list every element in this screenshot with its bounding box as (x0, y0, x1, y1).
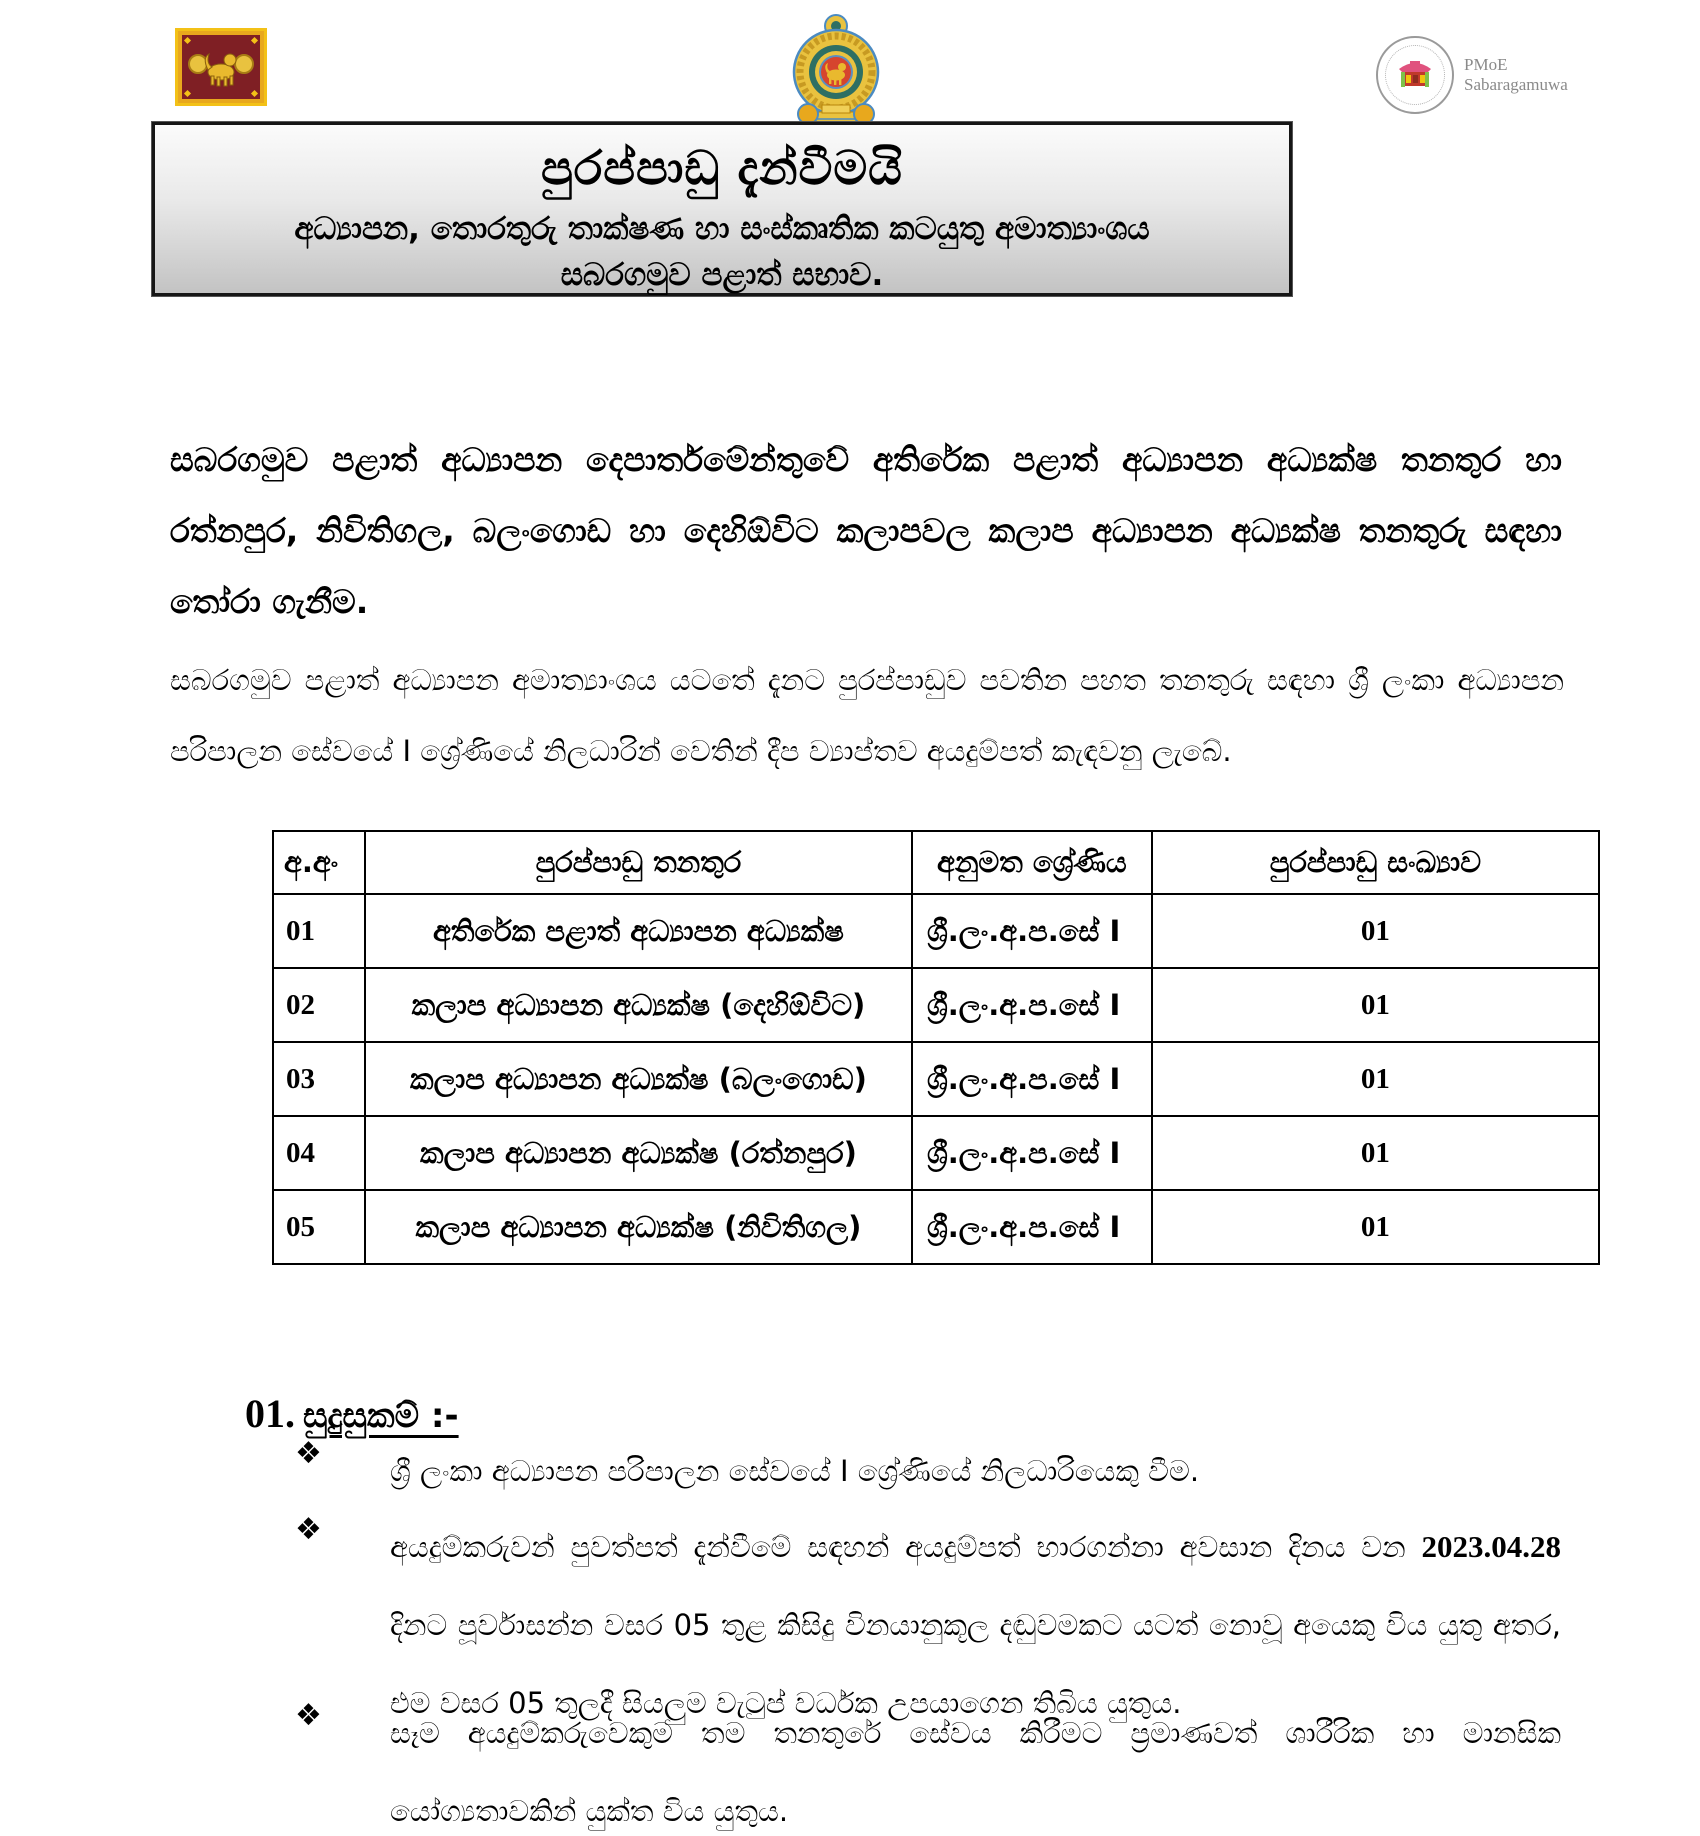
header-vacant-post: පුරප්පාඩු තනතුර (365, 831, 912, 894)
pmoe-seal-icon (1376, 36, 1454, 114)
row-grade: ශ්‍රී.ලං.අ.ප.සේ I (912, 1042, 1152, 1116)
selection-subject-paragraph: සබරගමුව පළාත් අධ්‍යාපන දෙපාර්තමේන්තුවේ අතිරේක පළාත් අධ්‍යාපන අධ්‍යක්ෂ තනතුර හා රත්නපුර, නිවිතිගල, බලංගොඩ හා දෙහිඕවිට කලාපවල කලාප අධ්‍යාපන අධ්‍යක්ෂ තනතුරු සඳහා තෝරා ගැනීම. (170, 440, 1562, 621)
deadline-text-before: අයදුම්කරුවන් පුවත්පත් දැන්වීමේ සඳහන් අයදුම්පත් භාරගන්නා අවසාන දිනය වන (390, 1530, 1422, 1564)
vacancy-table (272, 830, 1600, 1265)
header-vacancy-count: පුරප්පාඩු සංඛ්‍යාව (1152, 831, 1599, 894)
sri-lanka-national-emblem-icon (786, 12, 886, 138)
row-grade: ශ්‍රී.ලං.අ.ප.සේ I (912, 894, 1152, 968)
row-count: 01 (1152, 894, 1599, 968)
sabaragamuwa-lion-flag-icon (175, 28, 267, 110)
table-row (273, 1116, 1599, 1190)
table-row (273, 894, 1599, 968)
row-serial: 04 (273, 1116, 365, 1190)
deadline-text-after: දිනට පූර්වාසන්න වසර 05 තුළ කිසිදු විනයානුකූල දඬුවමකට යටත් නොවූ අයෙකු විය යුතු අතර, එම වසර 05 තුලදී සියලුම වැටුප් වර්ධක උපයාගෙන තිබිය යුතුය. (390, 1608, 1561, 1720)
row-serial: 05 (273, 1190, 365, 1264)
row-count: 01 (1152, 968, 1599, 1042)
row-post: කලාප අධ්‍යාපන අධ්‍යක්ෂ (රත්නපුර) (365, 1116, 912, 1190)
table-row (273, 1190, 1599, 1264)
row-count: 01 (1152, 1190, 1599, 1264)
section-title: සුදුසුකම් :- (303, 1396, 459, 1436)
header-serial-no: අ.අං (273, 831, 365, 894)
pmoe-sabaragamuwa-seal (1376, 36, 1568, 114)
row-count: 01 (1152, 1116, 1599, 1190)
qualification-item-3 (255, 1694, 1561, 1836)
row-post: කලාප අධ්‍යාපන අධ්‍යක්ෂ (දෙහිඕවිට) (365, 968, 912, 1042)
section-number: 01. (245, 1391, 295, 1436)
seal-caption-line2: Sabaragamuwa (1464, 75, 1568, 94)
row-post: අතිරේක පළාත් අධ්‍යාපන අධ්‍යක්ෂ (365, 894, 912, 968)
diamond-bullet-icon: ❖ (295, 1512, 322, 1547)
application-call-paragraph: සබරගමුව පළාත් අධ්‍යාපන අමාත්‍යාංශය යටතේ දැනට පුරප්පාඩුව පවතින පහත තනතුරු සඳහා ශ්‍රී ලංකා අධ්‍යාපන පරිපාලන සේවයේ I ශ්‍රේණියේ නිලධාරින් වෙතින් දීප ව්‍යාප්තව අයදුම්පත් කැඳවනු ලැබේ. (170, 663, 1564, 768)
table-row (273, 968, 1599, 1042)
qualification-item-1 (255, 1432, 1561, 1510)
qualification-text: ශ්‍රී ලංකා අධ්‍යාපන පරිපාලන සේවයේ I ශ්‍රේණියේ නිලධාරියෙකු වීම. (390, 1454, 1200, 1488)
diamond-bullet-icon: ❖ (295, 1436, 322, 1471)
row-serial: 02 (273, 968, 365, 1042)
row-serial: 01 (273, 894, 365, 968)
row-post: කලාප අධ්‍යාපන අධ්‍යක්ෂ (බලංගොඩ) (365, 1042, 912, 1116)
row-grade: ශ්‍රී.ලං.අ.ප.සේ I (912, 968, 1152, 1042)
row-serial: 03 (273, 1042, 365, 1116)
seal-caption (1464, 55, 1568, 95)
qualifications-section-heading (245, 1390, 459, 1437)
row-grade: ශ්‍රී.ලං.අ.ප.සේ I (912, 1116, 1152, 1190)
row-count: 01 (1152, 1042, 1599, 1116)
notice-title-box (152, 122, 1292, 296)
ministry-name: අධ්‍යාපන, තොරතුරු තාක්ෂණ හා සංස්කෘතික කටයුතු අමාත්‍යාංශය (294, 211, 1150, 247)
qualification-text: සෑම අයදුම්කරුවෙකුම තම තනතුරේ සේවය කිරීමට ප්‍රමාණවත් ශාරීරික හා මානසික යෝග්‍යතාවකින් යුක්ත විය යුතුය. (390, 1716, 1561, 1828)
row-grade: ශ්‍රී.ලං.අ.ප.සේ I (912, 1190, 1152, 1264)
header-approved-grade: අනුමත ශ්‍රේණිය (912, 831, 1152, 894)
table-row (273, 1042, 1599, 1116)
provincial-council-name: සබරගමුව පළාත් සභාව. (560, 257, 884, 293)
table-header-row (273, 831, 1599, 894)
diamond-bullet-icon: ❖ (295, 1698, 322, 1733)
closing-date: 2023.04.28 (1421, 1529, 1561, 1564)
seal-caption-line1: PMoE (1464, 55, 1508, 74)
row-post: කලාප අධ්‍යාපන අධ්‍යක්ෂ (නිවිතිගල) (365, 1190, 912, 1264)
notice-main-title: පුරප්පාඩු දැන්වීමයි (541, 141, 903, 196)
